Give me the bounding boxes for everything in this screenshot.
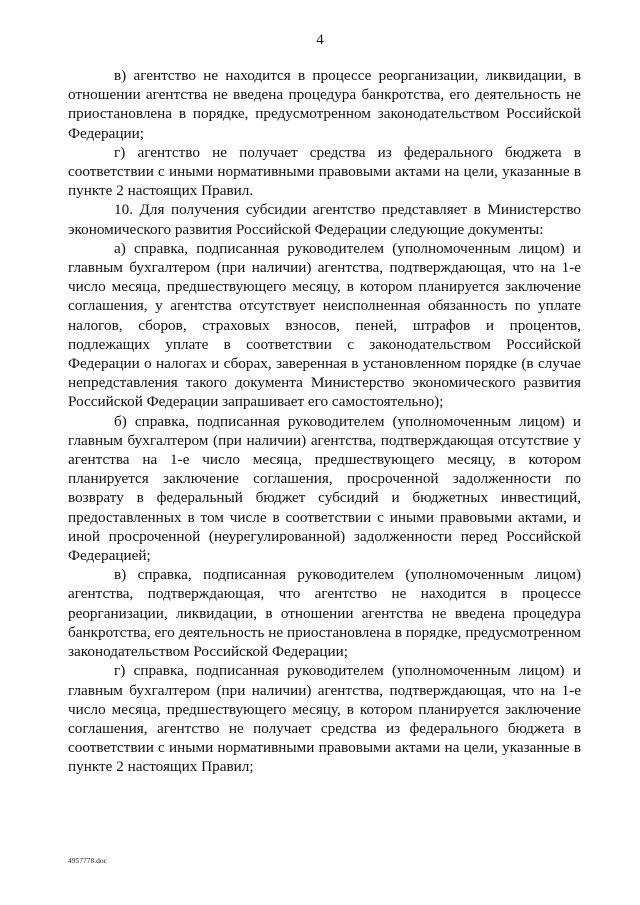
paragraph-v-reorganization: в) агентство не находится в процессе реорганизации, ликвидации, в отношении агентства не введена процедура банкротства, его деятельность не приостановлена в порядке, предусмотренном законодательством Российской Федерации;	[68, 67, 581, 142]
footer-document-id: 4957778.doc	[68, 856, 107, 865]
paragraph-b-debt-certificate: б) справка, подписанная руководителем (уполномоченным лицом) и главным бухгалтером (при наличии) агентства, подтверждающая отсутствие у агентства на 1-е число месяца, предшествующего месяцу, в котором планируется заключение соглашения, просроченной задолженности по возврату в федеральный бюджет субсидий и бюджетных инвестиций, предоставленных в том числе в соответствии с иными правовыми актами, и иной просроченной (неурегулированной) задолженности перед Российской Федерацией;	[68, 412, 581, 565]
paragraph-g-federal-funds: г) агентство не получает средства из федерального бюджета в соответствии с иными нормативными правовыми актами на цели, указанные в пункте 2 настоящих Правил.	[68, 143, 581, 200]
paragraph-g-funding-certificate: г) справка, подписанная руководителем (уполномоченным лицом) и главным бухгалтером (при наличии) агентства, подтверждающая, что на 1-е число месяца, предшествующего месяцу, в котором планируется заключение соглашения, агентство не получает средства из федерального бюджета в соответствии с иными нормативными правовыми актами на цели, указанные в пункте 2 настоящих Правил;	[68, 662, 581, 776]
page-number: 4	[316, 32, 324, 48]
paragraph-10-documents: 10. Для получения субсидии агентство представляет в Министерство экономического развития Российской Федерации следующие документы:	[68, 201, 581, 238]
document-body	[68, 66, 581, 777]
paragraph-a-tax-certificate: а) справка, подписанная руководителем (уполномоченным лицом) и главным бухгалтером (при наличии) агентства, подтверждающая, что на 1-е число месяца, предшествующего месяцу, в котором планируется заключение соглашения, у агентства отсутствует неисполненная обязанность по уплате налогов, сборов, страховых взносов, пеней, штрафов и процентов, подлежащих уплате в соответствии с законодательством Российской Федерации о налогах и сборах, заверенная в установленном порядке (в случае непредставления такого документа Министерство экономического развития Российской Федерации запрашивает его самостоятельно);	[68, 239, 581, 411]
paragraph-v-reorganization-certificate: в) справка, подписанная руководителем (уполномоченным лицом) агентства, подтверждающая, что агентство не находится в процессе реорганизации, ликвидации, в отношении агентства не введена процедура банкротства, его деятельность не приостановлена в порядке, предусмотренном законодательством Российской Федерации;	[68, 566, 581, 661]
